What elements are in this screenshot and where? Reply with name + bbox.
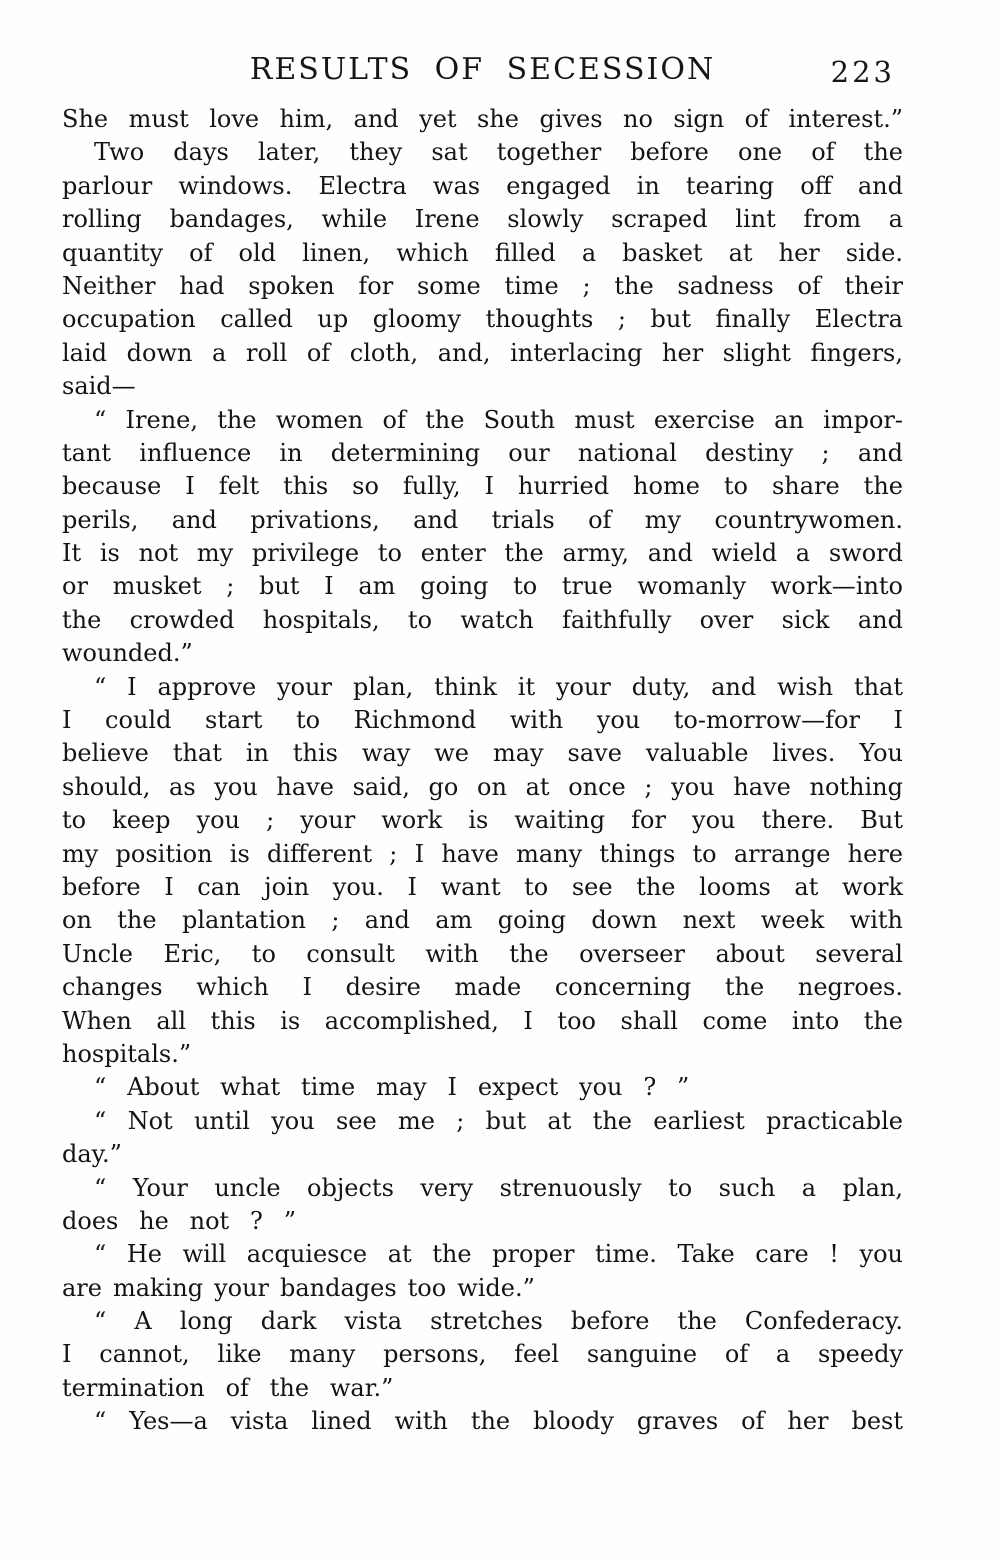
text-line: “ I approve your plan, think it your duty, and wish that (94, 672, 903, 701)
text-line: “ Yes—a vista lined with the bloody graves of her best (94, 1407, 903, 1436)
text-line: or musket ; but I am going to true womanly work—into (62, 572, 903, 601)
text-line: does he not ? ” (62, 1206, 296, 1235)
text-line: She must love him, and yet she gives no sign of interest.” (62, 105, 903, 133)
text-line: It is not my privilege to enter the army, and wield a sword (62, 539, 903, 568)
text-line: perils, and privations, and trials of my countrywomen. (62, 505, 903, 534)
text-line: When all this is accomplished, I too shall come into the (62, 1006, 903, 1035)
text-line: quantity of old linen, which filled a basket at her side. (62, 238, 903, 267)
text-line: “ About what time may I expect you ? ” (94, 1073, 690, 1102)
text-line: changes which I desire made concerning the negroes. (62, 973, 903, 1002)
text-line: before I can join you. I want to see the looms at work (62, 872, 903, 901)
text-line: Two days later, they sat together before one of the (94, 138, 903, 167)
text-line: termination of the war.” (62, 1373, 394, 1402)
text-line: Neither had spoken for some time ; the sadness of their (62, 271, 903, 300)
text-line: said— (62, 372, 136, 401)
text-line: parlour windows. Electra was engaged in tearing off and (62, 171, 903, 200)
text-line: “ He will acquiesce at the proper time. Take care ! you (94, 1240, 903, 1269)
text-line: I could start to Richmond with you to-morrow—for I (62, 706, 903, 735)
text-line: I cannot, like many persons, feel sanguine of a speedy (62, 1340, 903, 1369)
text-line: rolling bandages, while Irene slowly scraped lint from a (62, 205, 903, 234)
text-line: to keep you ; your work is waiting for you there. But (62, 806, 903, 835)
text-line: day.” (62, 1140, 122, 1169)
header-title: RESULTS OF SECESSION (249, 52, 716, 87)
text-line: “ Your uncle objects very strenuously to such a plan, (94, 1173, 903, 1202)
text-line: the crowded hospitals, to watch faithfully over sick and (62, 605, 903, 634)
text-line: “ Irene, the women of the South must exercise an impor- (94, 405, 903, 434)
text-line: occupation called up gloomy thoughts ; but finally Electra (62, 305, 903, 334)
text-line: “ Not until you see me ; but at the earliest practicable (94, 1106, 903, 1135)
text-line: are making your bandages too wide.” (62, 1273, 535, 1302)
text-line: on the plantation ; and am going down next week with (62, 906, 903, 935)
text-line: believe that in this way we may save valuable lives. You (62, 739, 903, 768)
text-line: “ A long dark vista stretches before the Confederacy. (94, 1307, 903, 1336)
text-line: tant influence in determining our national destiny ; and (62, 438, 903, 467)
text-line: my position is different ; I have many things to arrange here (62, 839, 903, 868)
text-line: wounded.” (62, 639, 193, 668)
running-header (62, 52, 903, 92)
page-text (62, 103, 903, 1439)
text-line: hospitals.” (62, 1039, 192, 1068)
text-line: should, as you have said, go on at once ; you have nothing (62, 772, 903, 801)
text-line: because I felt this so fully, I hurried home to share the (62, 472, 903, 501)
text-line: Uncle Eric, to consult with the overseer about several (62, 939, 903, 968)
text-line: laid down a roll of cloth, and, interlacing her slight fingers, (62, 338, 903, 367)
page-number: 223 (830, 55, 895, 89)
